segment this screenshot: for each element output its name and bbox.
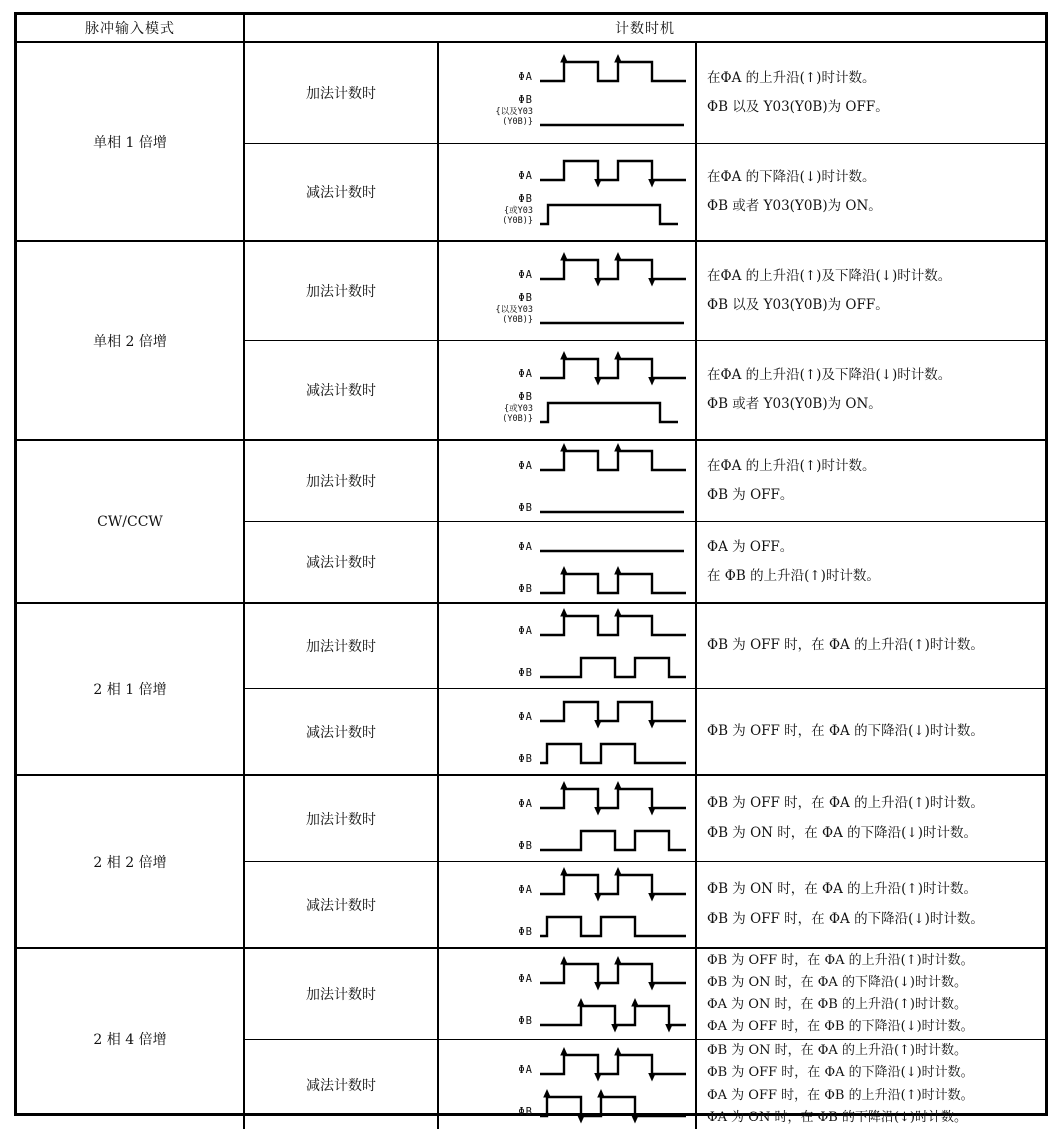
count-type-label: 减法计数时 <box>245 862 439 947</box>
signal-row <box>441 293 695 331</box>
waveform-diagram <box>439 949 697 1039</box>
phi-label: ΦA <box>518 797 533 810</box>
signal-label <box>441 270 538 287</box>
signal-row <box>441 1046 695 1082</box>
timing-description-line: 在ΦA 的下降沿(↓)时计数。 <box>707 168 876 185</box>
timing-description <box>697 341 1045 439</box>
timing-description-line: ΦB 以及 Y03(Y0B)为 OFF。 <box>707 99 889 115</box>
mode-group-rows <box>245 776 1045 947</box>
phi-label: ΦB <box>518 391 533 404</box>
signal-sub-label: {或Y03 <box>504 403 533 414</box>
phi-label: ΦA <box>518 71 533 84</box>
mode-label: 单相 2 倍增 <box>17 242 245 439</box>
signal-row <box>441 565 695 601</box>
signal-waveform <box>538 649 688 685</box>
signal-row <box>441 392 695 430</box>
header-pulse-input-mode: 脉冲输入模式 <box>17 15 245 41</box>
phi-label: ΦB <box>518 502 533 515</box>
mode-label: CW/CCW <box>17 441 245 602</box>
signal-row <box>441 607 695 643</box>
signal-waveform <box>538 735 688 771</box>
timing-description-line: 在ΦA 的上升沿(↑)及下降沿(↓)时计数。 <box>707 267 952 284</box>
signal-sub-label: (Y0B)} <box>502 413 533 424</box>
count-row <box>245 1039 1045 1129</box>
waveform-diagram <box>439 441 697 521</box>
signal-row <box>441 997 695 1033</box>
signal-label <box>441 841 538 858</box>
count-type-label: 减法计数时 <box>245 1040 439 1129</box>
waveform-diagram <box>439 776 697 861</box>
phi-label: ΦB <box>518 94 533 107</box>
timing-description-line: ΦB 或者 Y03(Y0B)为 ON。 <box>707 198 882 214</box>
count-row <box>245 43 1045 143</box>
signal-waveform <box>538 822 688 858</box>
signal-waveform <box>538 523 688 559</box>
signal-waveform <box>538 1088 688 1124</box>
signal-waveform <box>538 152 688 188</box>
signal-row <box>441 350 695 386</box>
signal-sub-label: (Y0B)} <box>502 116 533 127</box>
timing-description-line: ΦB 为 ON 时，在 ΦA 的上升沿(↑)时计数。 <box>707 1043 967 1059</box>
phi-label: ΦA <box>518 541 533 554</box>
count-row <box>245 861 1045 947</box>
phi-label: ΦB <box>518 1015 533 1028</box>
count-row <box>245 521 1045 602</box>
mode-group-rows <box>245 604 1045 774</box>
mode-group-rows <box>245 441 1045 602</box>
timing-description-line: ΦB 为 OFF 时，在 ΦA 的上升沿(↑)时计数。 <box>707 637 984 654</box>
signal-row <box>441 194 695 232</box>
mode-group-4 <box>17 774 1045 947</box>
timing-description-line: ΦA 为 ON 时，在 ΦB 的上升沿(↑)时计数。 <box>707 997 967 1012</box>
signal-waveform <box>538 866 688 902</box>
timing-description <box>697 776 1045 861</box>
signal-row <box>441 693 695 729</box>
signal-label <box>441 1016 538 1033</box>
signal-label <box>441 927 538 944</box>
signal-sub-label: (Y0B)} <box>502 314 533 325</box>
signal-label <box>441 668 538 685</box>
signal-label <box>441 392 538 430</box>
waveform-diagram <box>439 144 697 240</box>
signal-label <box>441 584 538 601</box>
timing-description-line: ΦA 为 OFF 时，在 ΦB 的下降沿(↓)时计数。 <box>707 1019 974 1035</box>
timing-description <box>697 1040 1045 1129</box>
count-row <box>245 604 1045 688</box>
count-type-label: 加法计数时 <box>245 242 439 340</box>
phi-label: ΦA <box>518 460 533 473</box>
table-header-row <box>17 15 1045 43</box>
mode-group-1 <box>17 240 1045 439</box>
count-type-label: 减法计数时 <box>245 522 439 602</box>
count-row <box>245 340 1045 439</box>
count-row <box>245 688 1045 774</box>
signal-row <box>441 152 695 188</box>
signal-row <box>441 1088 695 1124</box>
signal-row <box>441 95 695 133</box>
signal-waveform <box>538 484 688 520</box>
timing-description-line: ΦB 以及 Y03(Y0B)为 OFF。 <box>707 297 889 313</box>
count-type-label: 减法计数时 <box>245 144 439 240</box>
signal-label <box>441 461 538 478</box>
signal-label <box>441 369 538 386</box>
timing-description <box>697 949 1045 1039</box>
signal-waveform <box>538 442 688 478</box>
signal-label <box>441 171 538 188</box>
signal-waveform <box>538 1046 688 1082</box>
signal-label <box>441 542 538 559</box>
timing-description-line: ΦB 为 OFF 时，在 ΦA 的下降沿(↓)时计数。 <box>707 910 984 927</box>
timing-description-line: 在ΦA 的上升沿(↑)及下降沿(↓)时计数。 <box>707 366 952 383</box>
timing-description-line: ΦB 为 OFF 时，在 ΦA 的上升沿(↑)时计数。 <box>707 952 974 968</box>
phi-label: ΦA <box>518 710 533 723</box>
signal-row <box>441 53 695 89</box>
timing-description-line: ΦB 为 ON 时，在 ΦA 的上升沿(↑)时计数。 <box>707 881 977 898</box>
mode-group-2 <box>17 439 1045 602</box>
timing-description-line: ΦB 为 OFF。 <box>707 487 794 503</box>
timing-description-line: ΦB 为 OFF 时，在 ΦA 的下降沿(↓)时计数。 <box>707 1065 974 1081</box>
mode-group-5 <box>17 947 1045 1129</box>
pulse-input-mode-table <box>14 12 1048 1125</box>
signal-label <box>441 799 538 816</box>
signal-row <box>441 908 695 944</box>
header-count-timing: 计数时机 <box>615 21 675 37</box>
signal-waveform <box>538 607 688 643</box>
signal-label <box>441 626 538 643</box>
mode-group-rows <box>245 949 1045 1129</box>
signal-label <box>441 974 538 991</box>
signal-row <box>441 649 695 685</box>
signal-waveform <box>538 350 688 386</box>
phi-label: ΦA <box>518 883 533 896</box>
phi-label: ΦB <box>518 925 533 938</box>
signal-label <box>441 712 538 729</box>
phi-label: ΦA <box>518 368 533 381</box>
phi-label: ΦA <box>518 170 533 183</box>
phi-label: ΦB <box>518 292 533 305</box>
signal-waveform <box>538 565 688 601</box>
phi-label: ΦB <box>518 193 533 206</box>
mode-label: 2 相 4 倍增 <box>17 949 245 1129</box>
timing-description-line: ΦB 或者 Y03(Y0B)为 ON。 <box>707 396 882 412</box>
count-type-label: 减法计数时 <box>245 689 439 774</box>
timing-description-line: ΦA 为 OFF。 <box>707 538 794 555</box>
waveform-diagram <box>439 1040 697 1129</box>
signal-waveform <box>538 394 688 430</box>
mode-label: 2 相 2 倍增 <box>17 776 245 947</box>
signal-waveform <box>538 295 688 331</box>
count-type-label: 加法计数时 <box>245 604 439 688</box>
phi-label: ΦB <box>518 1105 533 1118</box>
count-row <box>245 242 1045 340</box>
timing-description <box>697 441 1045 521</box>
mode-group-rows <box>245 242 1045 439</box>
timing-description <box>697 522 1045 602</box>
signal-waveform <box>538 53 688 89</box>
phi-label: ΦA <box>518 1063 533 1076</box>
mode-label: 2 相 1 倍增 <box>17 604 245 774</box>
count-type-label: 加法计数时 <box>245 43 439 143</box>
signal-label <box>441 95 538 133</box>
signal-waveform <box>538 997 688 1033</box>
signal-row <box>441 735 695 771</box>
count-row <box>245 949 1045 1039</box>
phi-label: ΦB <box>518 583 533 596</box>
count-row <box>245 143 1045 240</box>
timing-description-line: 在ΦA 的上升沿(↑)时计数。 <box>707 457 876 474</box>
mode-group-3 <box>17 602 1045 774</box>
waveform-diagram <box>439 43 697 143</box>
waveform-diagram <box>439 604 697 688</box>
signal-waveform <box>538 955 688 991</box>
signal-sub-label: (Y0B)} <box>502 215 533 226</box>
signal-row <box>441 780 695 816</box>
timing-description-line: ΦB 为 OFF 时，在 ΦA 的上升沿(↑)时计数。 <box>707 795 984 812</box>
signal-label <box>441 194 538 232</box>
count-row <box>245 776 1045 861</box>
phi-label: ΦA <box>518 269 533 282</box>
signal-waveform <box>538 196 688 232</box>
mode-group-rows <box>245 43 1045 240</box>
count-row <box>245 441 1045 521</box>
signal-label <box>441 1065 538 1082</box>
waveform-diagram <box>439 862 697 947</box>
signal-row <box>441 955 695 991</box>
signal-waveform <box>538 693 688 729</box>
signal-label <box>441 72 538 89</box>
signal-label <box>441 1107 538 1124</box>
count-type-label: 加法计数时 <box>245 949 439 1039</box>
signal-row <box>441 251 695 287</box>
signal-row <box>441 484 695 520</box>
timing-description <box>697 43 1045 143</box>
signal-waveform <box>538 780 688 816</box>
table-body <box>17 43 1045 1129</box>
timing-description-line: ΦB 为 ON 时，在 ΦA 的下降沿(↓)时计数。 <box>707 824 977 841</box>
timing-description <box>697 242 1045 340</box>
waveform-diagram <box>439 242 697 340</box>
phi-label: ΦA <box>518 973 533 986</box>
timing-description-line: 在 ΦB 的上升沿(↑)时计数。 <box>707 568 880 584</box>
phi-label: ΦA <box>518 625 533 638</box>
waveform-diagram <box>439 689 697 774</box>
timing-description-line: 在ΦA 的上升沿(↑)时计数。 <box>707 69 876 86</box>
timing-description <box>697 144 1045 240</box>
signal-row <box>441 442 695 478</box>
timing-description <box>697 689 1045 774</box>
phi-label: ΦB <box>518 752 533 765</box>
timing-description-line: ΦB 为 ON 时，在 ΦA 的下降沿(↓)时计数。 <box>707 974 967 990</box>
phi-label: ΦB <box>518 667 533 680</box>
timing-description-line: ΦA 为 ON 时，在 ΦB 的下降沿(↓)时计数。 <box>707 1109 967 1125</box>
phi-label: ΦB <box>518 839 533 852</box>
timing-description-line: ΦA 为 OFF 时，在 ΦB 的上升沿(↑)时计数。 <box>707 1087 974 1103</box>
count-type-label: 加法计数时 <box>245 441 439 521</box>
signal-waveform <box>538 251 688 287</box>
signal-waveform <box>538 908 688 944</box>
signal-label <box>441 885 538 902</box>
signal-row <box>441 866 695 902</box>
waveform-diagram <box>439 522 697 602</box>
waveform-diagram <box>439 341 697 439</box>
signal-label <box>441 503 538 520</box>
count-type-label: 加法计数时 <box>245 776 439 861</box>
mode-label: 单相 1 倍增 <box>17 43 245 240</box>
signal-label <box>441 754 538 771</box>
signal-row <box>441 822 695 858</box>
mode-group-0 <box>17 43 1045 240</box>
signal-sub-label: {以及Y03 <box>495 106 533 117</box>
signal-row <box>441 523 695 559</box>
signal-label <box>441 293 538 331</box>
timing-description <box>697 862 1045 947</box>
signal-waveform <box>538 97 688 133</box>
signal-sub-label: {以及Y03 <box>495 304 533 315</box>
timing-description <box>697 604 1045 688</box>
timing-description-line: ΦB 为 OFF 时，在 ΦA 的下降沿(↓)时计数。 <box>707 722 984 739</box>
count-type-label: 减法计数时 <box>245 341 439 439</box>
signal-sub-label: {或Y03 <box>504 205 533 216</box>
